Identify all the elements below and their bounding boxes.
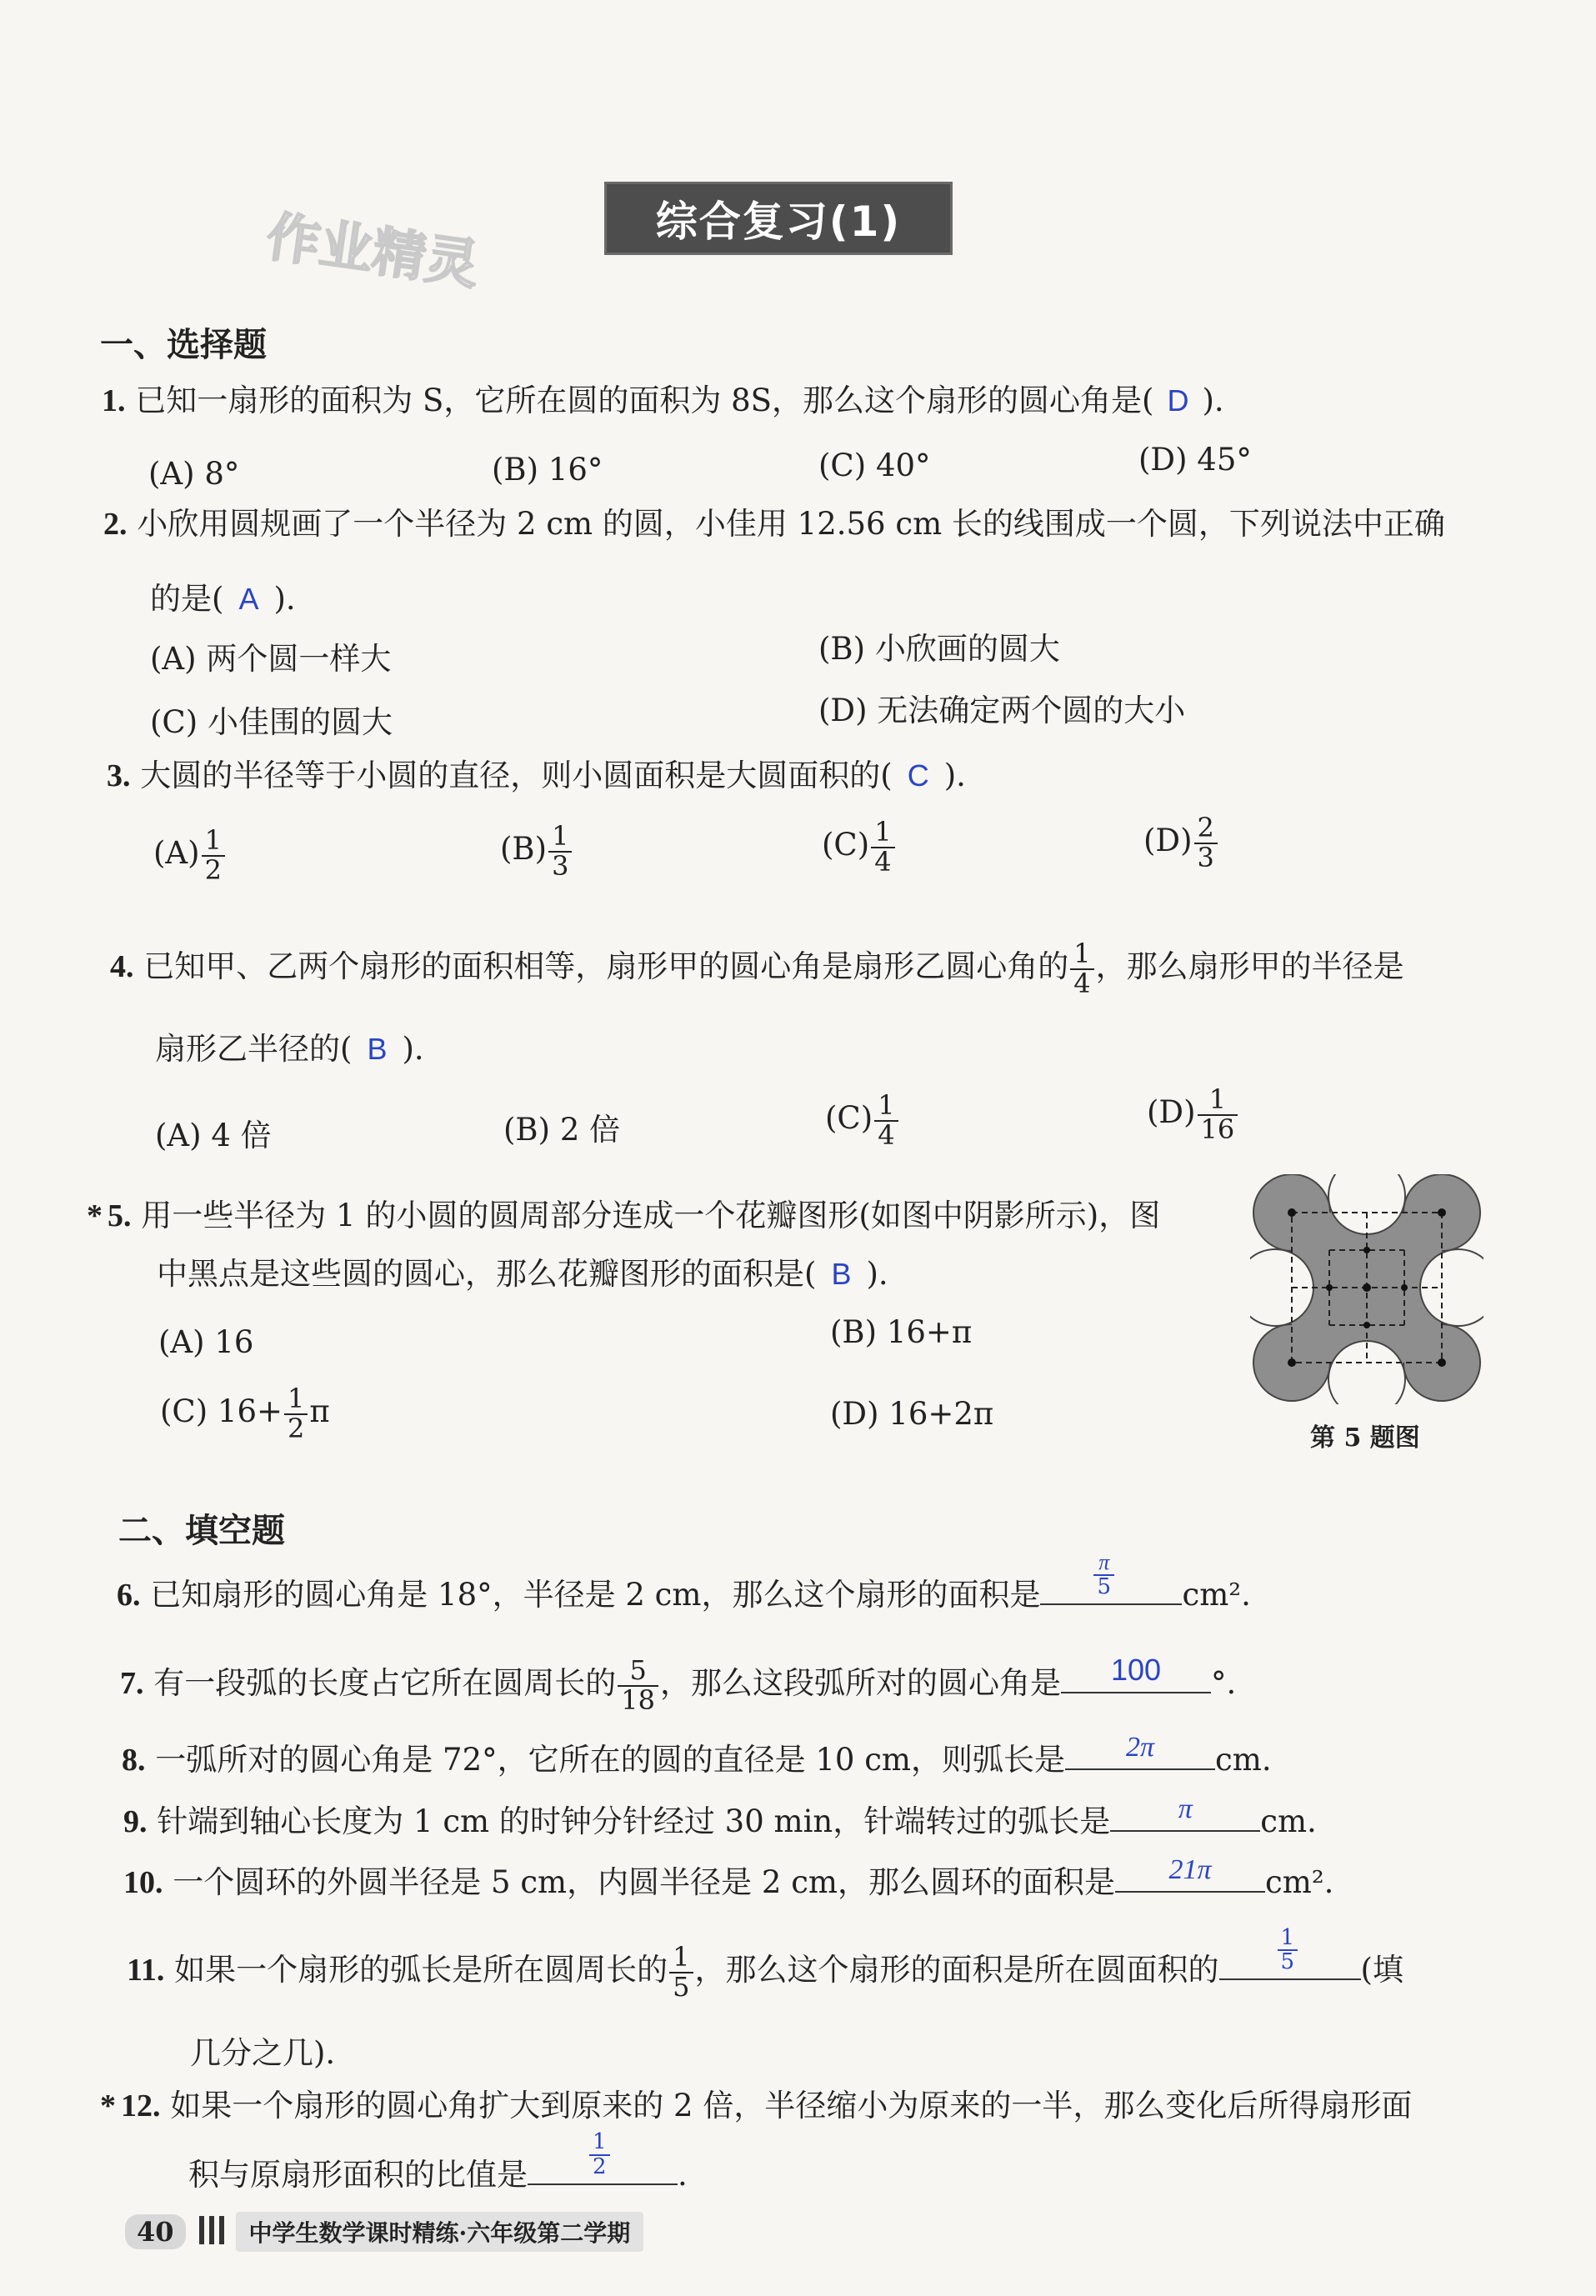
- petal-figure: [1250, 1171, 1483, 1404]
- question-10: 10. 一个圆环的外圆半径是 5 cm，内圆半径是 2 cm，那么圆环的面积是 21π cm².: [123, 1854, 1334, 1900]
- answer-9: π: [1178, 1793, 1193, 1824]
- answer-11-den: 5: [1278, 1949, 1298, 1973]
- option-5a: (A) 16: [158, 1324, 254, 1360]
- page-number: 40: [125, 2214, 186, 2249]
- answer-3: C: [907, 758, 929, 793]
- question-5-line2: 中黑点是这些圆的圆心，那么花瓣图形的面积是( B ).: [157, 1256, 888, 1292]
- answer-2: A: [238, 582, 259, 616]
- option-4b: (B) 2 倍: [503, 1112, 621, 1148]
- question-4: 4. 已知甲、乙两个扇形的面积相等，扇形甲的圆心角是扇形乙圆心角的 $\frac{1}{4}$ ，那么扇形甲的半径是: [110, 938, 1404, 999]
- option-2a: (A) 两个圆一样大: [150, 641, 392, 677]
- question-4-line2: 扇形乙半径的( B ).: [155, 1031, 424, 1067]
- watermark: 作业精灵: [263, 206, 483, 298]
- option-3b: (B) $\frac{1}{3}$: [500, 823, 573, 880]
- answer-4: B: [367, 1032, 388, 1066]
- option-3c: (C) $\frac{1}{4}$: [822, 818, 897, 876]
- question-9: 9. 针端到轴心长度为 1 cm 的时钟分针经过 30 min，针端转过的弧长是 π cm.: [123, 1793, 1317, 1839]
- option-1b: (B) 16°: [492, 452, 603, 488]
- answer-10: 21π: [1168, 1854, 1212, 1885]
- answer-6-den: 5: [1093, 1574, 1114, 1598]
- section-heading-choice: 一、选择题: [100, 326, 267, 364]
- option-4d: (D) $\frac{1}{16}$: [1147, 1086, 1239, 1143]
- question-7: 7. 有一段弧的长度占它所在圆周长的 $\frac{5}{18}$ ，那么这段弧所对的圆心角是 100 °.: [120, 1653, 1237, 1716]
- option-2c: (C) 小佳围的圆大: [150, 704, 393, 740]
- section-heading-fill: 二、填空题: [118, 1512, 285, 1550]
- question-8: 8. 一弧所对的圆心角是 72°，它所在的圆的直径是 10 cm，则弧长是 2π cm.: [122, 1732, 1272, 1778]
- question-12-line2: 积与原扇形面积的比值是 $\frac{1}{2}$ .: [188, 2129, 688, 2193]
- option-5b: (B) 16+π: [830, 1314, 973, 1350]
- option-3d: (D) $\frac{2}{3}$: [1143, 814, 1219, 872]
- option-5c: (C) 16+ $\frac{1}{2}$ π: [160, 1383, 330, 1444]
- option-1d: (D) 45°: [1138, 442, 1252, 478]
- page-title: 综合复习(1): [604, 182, 953, 255]
- option-2d: (D) 无法确定两个圆的大小: [818, 693, 1186, 728]
- option-4a: (A) 4 倍: [155, 1118, 272, 1153]
- option-4c: (C) $\frac{1}{4}$: [825, 1092, 900, 1149]
- book-title: 中学生数学课时精练·六年级第二学期: [236, 2212, 644, 2252]
- question-2-line2: 的是( A ).: [150, 581, 296, 617]
- footer: [125, 2212, 643, 2252]
- answer-5: B: [831, 1257, 852, 1291]
- question-number: 1.: [102, 383, 126, 418]
- question-1: 1. 已知一扇形的面积为 S，它所在圆的面积为 8S，那么这个扇形的圆心角是( D ).: [102, 383, 1224, 418]
- answer-6-num: π: [1098, 1550, 1110, 1575]
- answer-11-num: 1: [1280, 1924, 1295, 1950]
- option-5d: (D) 16+2π: [830, 1396, 994, 1432]
- question-2-line1: 2. 小欣用圆规画了一个半径为 2 cm 的圆，小佳用 12.56 cm 长的线围成一个圆，下列说法中正确: [103, 506, 1445, 542]
- answer-12-den: 2: [589, 2154, 610, 2178]
- answer-8: 2π: [1126, 1732, 1155, 1763]
- answer-12-num: 1: [593, 2129, 607, 2155]
- question-11: 11. 如果一个扇形的弧长是所在圆周长的 $\frac{1}{5}$ ，那么这个扇形的面积是所在圆面积的 $\frac{1}{5}$ (填: [127, 1924, 1403, 2003]
- option-1c: (C) 40°: [818, 448, 931, 483]
- question-11-line2: 几分之几).: [190, 2035, 336, 2071]
- answer-1: D: [1167, 383, 1189, 418]
- question-12: * 12. 如果一个扇形的圆心角扩大到原来的 2 倍，半径缩小为原来的一半，那么变化后所得扇形面: [100, 2088, 1413, 2123]
- figure-caption: 第 5 题图: [1310, 1423, 1420, 1453]
- option-1a: (A) 8°: [148, 456, 240, 492]
- question-5: * 5. 用一些半径为 1 的小圆的圆周部分连成一个花瓣图形(如图中阴影所示)，图: [87, 1198, 1161, 1233]
- footer-bars: [199, 2216, 229, 2248]
- option-2b: (B) 小欣画的圆大: [818, 631, 1060, 667]
- question-6: 6. 已知扇形的圆心角是 18°，半径是 2 cm，那么这个扇形的面积是 $\frac{\pi}{5}$ cm².: [117, 1550, 1251, 1613]
- question-3: 3. 大圆的半径等于小圆的直径，则小圆面积是大圆面积的( C ).: [107, 758, 966, 793]
- answer-7: 100: [1110, 1653, 1162, 1688]
- option-3a: (A) $\frac{1}{2}$: [153, 827, 227, 884]
